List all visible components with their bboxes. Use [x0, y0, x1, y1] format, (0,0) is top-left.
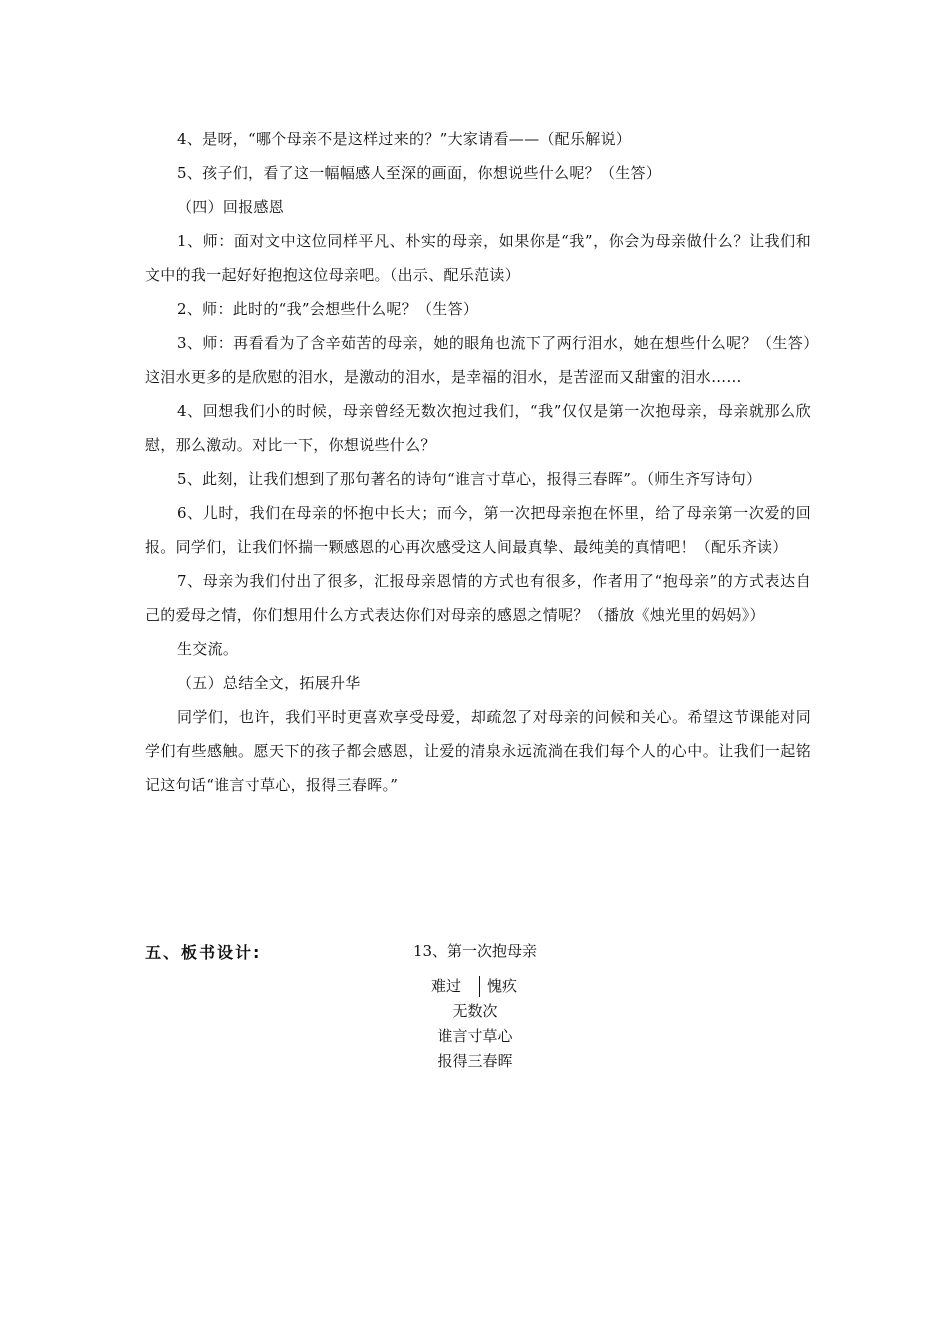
paragraph-step-4-intro: 4、是呀，“哪个母亲不是这样过来的？”大家请看——（配乐解说）: [177, 130, 632, 148]
paragraph-repay-7: 7、母亲为我们付出了很多，汇报母亲恩情的方式也有很多，作者用了“抱母亲”的方式表达自己的爱母之情，你们想用什么方式表达你们对母亲的感恩之情呢？（播放《烛光里的妈妈》）: [145, 572, 811, 624]
subheading-repay-gratitude: （四）回报感恩: [177, 198, 285, 216]
paragraph-student-exchange: 生交流。: [177, 640, 239, 658]
paragraph-summary: 同学们，也许，我们平时更喜欢享受母爱，却疏忽了对母亲的问候和关心。希望这节课能对同学们有些感触。愿天下的孩子都会感恩，让爱的清泉永远流淌在我们每个人的心中。让我们一起铭记这句话“谁言寸草心，报得三春晖。”: [145, 708, 811, 794]
paragraph-repay-5: 5、此刻，让我们想到了那句著名的诗句“谁言寸草心，报得三春晖”。（师生齐写诗句）: [177, 470, 762, 488]
section-heading-board-design: 五、板书设计:: [145, 943, 262, 962]
paragraph-repay-2: 2、师：此时的“我”会想些什么呢？（生答）: [177, 300, 479, 318]
paragraph-repay-3: 3、师：再看看为了含辛茹苦的母亲，她的眼角也流下了两行泪水，她在想些什么呢？（生答）这泪水更多的是欣慰的泪水，是激动的泪水，是幸福的泪水，是苦涩而又甜蜜的泪水……: [145, 334, 811, 386]
paragraph-repay-1: 1、师：面对文中这位同样平凡、朴实的母亲，如果你是“我”，你会为母亲做什么？让我们和文中的我一起好好抱抱这位母亲吧。（出示、配乐范读）: [145, 232, 811, 284]
subheading-summary: （五）总结全文，拓展升华: [177, 674, 361, 692]
board-line-poem-2: 报得三春晖: [437, 1052, 513, 1070]
board-line-poem-1: 谁言寸草心: [437, 1027, 513, 1045]
paragraph-repay-6: 6、儿时，我们在母亲的怀抱中长大；而今，第一次把母亲抱在怀里，给了母亲第一次爱的回报。同学们，让我们怀揣一颗感恩的心再次感受这人间最真挚、最纯美的真情吧！（配乐齐读）: [145, 504, 811, 556]
paragraph-step-5-intro: 5、孩子们，看了这一幅幅感人至深的画面，你想说些什么呢？（生答）: [177, 164, 662, 182]
board-line-countless: 无数次: [452, 1002, 498, 1020]
paragraph-repay-4: 4、回想我们小的时候，母亲曾经无数次抱过我们，“我”仅仅是第一次抱母亲，母亲就那么欣慰，那么激动。对比一下，你想说些什么？: [145, 402, 811, 454]
board-divider: [479, 976, 480, 997]
board-left-word: 难过: [430, 977, 461, 995]
board-title: 13、第一次抱母亲: [412, 942, 538, 960]
lesson-body: [145, 122, 811, 802]
board-right-word: 愧疚: [487, 977, 518, 995]
board-row-feelings: [0, 974, 950, 999]
board-design: [0, 974, 950, 1074]
